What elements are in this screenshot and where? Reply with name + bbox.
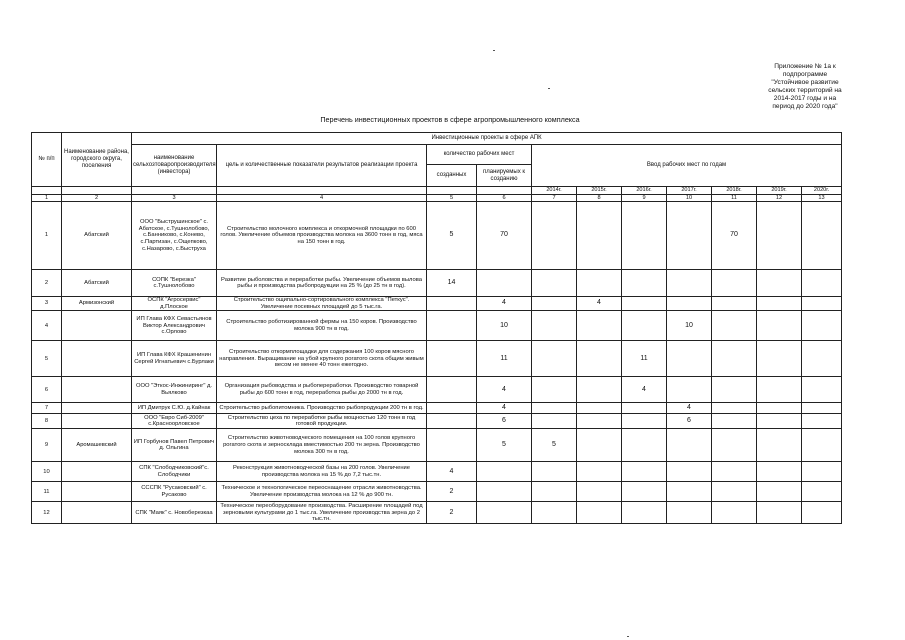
year-jobs-cell: 4 [667, 403, 712, 414]
district-cell [62, 311, 132, 341]
jobs-planned-cell [477, 482, 532, 502]
header-jobs-by-year: Ввод рабочих мест по годам [532, 145, 842, 187]
table-row [32, 311, 842, 341]
table-row [32, 377, 842, 403]
investment-projects-table [31, 132, 842, 524]
year-jobs-cell: 4 [577, 297, 622, 311]
investor-cell: СОПК "Березка" с.Тушнолобово [132, 270, 217, 297]
district-cell: Абатский [62, 270, 132, 297]
year-jobs-cell [667, 502, 712, 524]
year-jobs-cell [712, 462, 757, 482]
jobs-planned-cell: 4 [477, 377, 532, 403]
jobs-created-cell [427, 377, 477, 403]
year-jobs-cell [802, 403, 842, 414]
year-jobs-cell: 10 [667, 311, 712, 341]
year-jobs-cell [577, 341, 622, 377]
jobs-planned-cell [477, 270, 532, 297]
table-row [32, 297, 842, 311]
year-jobs-cell [622, 502, 667, 524]
district-cell: Армизонский [62, 297, 132, 311]
jobs-planned-cell: 4 [477, 403, 532, 414]
header-year: 2020г. [802, 187, 842, 195]
row-number: 11 [32, 482, 62, 502]
header-goal: цель и количественные показатели результатов реализации проекта [217, 145, 427, 187]
goal-cell: Строительство ощипально-сортировального комплекса "Петкус". Увеличение посевных площадей до 5 тыс.га. [217, 297, 427, 311]
table-body [32, 202, 842, 524]
goal-cell: Строительство цеха по переработке рыбы мощностью 120 тонн в год готовой продукции. [217, 414, 427, 429]
jobs-planned-cell [477, 502, 532, 524]
row-number: 4 [32, 311, 62, 341]
column-numbers-row [32, 194, 842, 202]
district-cell [62, 502, 132, 524]
column-number: 2 [62, 194, 132, 202]
year-jobs-cell [712, 429, 757, 462]
column-number: 12 [757, 194, 802, 202]
goal-cell: Строительство молочного комплекса и откормочной площадки по 600 голов. Увеличение объемов производства молока на 3600 тонн в год, мяса на 150 тонн в год. [217, 202, 427, 270]
year-jobs-cell [802, 202, 842, 270]
year-jobs-cell [622, 297, 667, 311]
goal-cell: Строительство роботизированной фермы на 150 коров. Производство молока 900 тн в год. [217, 311, 427, 341]
table-row [32, 502, 842, 524]
row-number: 1 [32, 202, 62, 270]
year-jobs-cell [802, 414, 842, 429]
year-jobs-cell [802, 482, 842, 502]
column-number: 8 [577, 194, 622, 202]
district-cell: Аромашевский [62, 429, 132, 462]
table-row [32, 341, 842, 377]
row-number: 10 [32, 462, 62, 482]
table-row [32, 202, 842, 270]
investor-cell: ИП Глава КФХ Севастьянов Виктор Александрович с.Орлово [132, 311, 217, 341]
year-jobs-cell [712, 482, 757, 502]
column-number: 6 [477, 194, 532, 202]
year-jobs-cell [622, 403, 667, 414]
investor-cell: ОСПК "Агросервис" д.Плоское [132, 297, 217, 311]
jobs-created-cell [427, 429, 477, 462]
year-jobs-cell [667, 482, 712, 502]
header-jobs-count: количество рабочих мест [427, 145, 532, 165]
year-jobs-cell [532, 462, 577, 482]
scan-speck [493, 50, 495, 51]
jobs-created-cell [427, 414, 477, 429]
year-jobs-cell [532, 311, 577, 341]
year-jobs-cell [532, 297, 577, 311]
investor-cell: ООО "Евро Сиб-2009" с.Красноорловское [132, 414, 217, 429]
header-year: 2015г. [577, 187, 622, 195]
column-number: 11 [712, 194, 757, 202]
row-number: 3 [32, 297, 62, 311]
column-number: 9 [622, 194, 667, 202]
row-number: 6 [32, 377, 62, 403]
header-district: Наименование района, городского округа, поселения [62, 133, 132, 187]
year-jobs-cell [667, 462, 712, 482]
jobs-created-cell [427, 311, 477, 341]
year-jobs-cell [712, 403, 757, 414]
jobs-planned-cell: 10 [477, 311, 532, 341]
jobs-planned-cell: 5 [477, 429, 532, 462]
year-jobs-cell: 11 [622, 341, 667, 377]
year-jobs-cell [622, 414, 667, 429]
goal-cell: Развитие рыболовства и переработки рыбы. Увеличение объемов вылова рыбы и производства рыбопродукции на 25 % (до 25 тн в год). [217, 270, 427, 297]
year-jobs-cell [622, 482, 667, 502]
jobs-created-cell: 2 [427, 482, 477, 502]
investor-cell: ИП Дмитрук С.Ю. д.Кайнак [132, 403, 217, 414]
year-jobs-cell [712, 311, 757, 341]
year-jobs-cell [577, 311, 622, 341]
district-cell [62, 341, 132, 377]
goal-cell: Строительство животноводческого помещения на 100 голов крупного рогатого скота и зерносклада вместимостью 200 тн зерна. Производство молока 300 тн в год. [217, 429, 427, 462]
goal-cell: Реконструкция животноводческой базы на 200 голов. Увеличение производства молока на 15 % до 7,2 тыс.тн. [217, 462, 427, 482]
year-jobs-cell: 4 [622, 377, 667, 403]
year-jobs-cell [757, 311, 802, 341]
year-jobs-cell [802, 429, 842, 462]
year-jobs-cell [667, 377, 712, 403]
year-jobs-cell [532, 202, 577, 270]
investor-cell: ИП Глава КФХ Крашенинин Сергей Игнатьевич с.Бурлаки [132, 341, 217, 377]
jobs-planned-cell: 4 [477, 297, 532, 311]
year-spacer-cell [427, 187, 477, 195]
goal-cell: Техническое переоборудование производства. Расширение площадей под зерновыми культурами до 1 тыс.га. Увеличение производства зерна до 2 тыс.тн. [217, 502, 427, 524]
jobs-created-cell [427, 341, 477, 377]
district-cell [62, 482, 132, 502]
year-spacer-cell [132, 187, 217, 195]
year-jobs-cell [577, 377, 622, 403]
jobs-planned-cell: 70 [477, 202, 532, 270]
year-jobs-cell [802, 297, 842, 311]
column-number: 1 [32, 194, 62, 202]
year-spacer-cell [217, 187, 427, 195]
year-jobs-cell: 5 [532, 429, 577, 462]
jobs-planned-cell: 6 [477, 414, 532, 429]
year-jobs-cell [757, 270, 802, 297]
year-jobs-cell [802, 341, 842, 377]
jobs-planned-cell [477, 462, 532, 482]
goal-cell: Организация рыбоводства и рыбопереработки. Производство товарной рыбы до 600 тонн в год, переработка рыбы до 2000 тн в год. [217, 377, 427, 403]
year-jobs-cell [577, 462, 622, 482]
year-jobs-cell [622, 202, 667, 270]
column-number: 13 [802, 194, 842, 202]
year-jobs-cell [667, 270, 712, 297]
year-jobs-cell [622, 462, 667, 482]
table-row [32, 414, 842, 429]
header-investor: наименование сельхозтоваропроизводителя (инвестора) [132, 145, 217, 187]
year-spacer-cell [477, 187, 532, 195]
investor-cell: СПК "Слободчиковский"с. Слободчики [132, 462, 217, 482]
year-jobs-cell: 6 [667, 414, 712, 429]
year-jobs-cell [712, 502, 757, 524]
year-jobs-cell [577, 414, 622, 429]
year-jobs-cell [667, 429, 712, 462]
year-jobs-cell [757, 341, 802, 377]
year-jobs-cell [532, 414, 577, 429]
year-jobs-cell [712, 297, 757, 311]
district-cell [62, 377, 132, 403]
header-year: 2018г. [712, 187, 757, 195]
header-year: 2019г. [757, 187, 802, 195]
jobs-created-cell: 5 [427, 202, 477, 270]
header-year: 2017г. [667, 187, 712, 195]
scan-speck [548, 88, 550, 89]
district-cell [62, 403, 132, 414]
row-number: 2 [32, 270, 62, 297]
investor-cell: СССПК "Русаковский" с. Русаково [132, 482, 217, 502]
year-jobs-cell [532, 403, 577, 414]
table-row [32, 429, 842, 462]
year-jobs-cell [532, 341, 577, 377]
table-row [32, 270, 842, 297]
header-group: Инвестиционные проекты в сфере АПК [132, 133, 842, 145]
year-jobs-cell [667, 202, 712, 270]
year-jobs-cell [757, 377, 802, 403]
year-jobs-cell: 70 [712, 202, 757, 270]
scan-speck [627, 636, 629, 637]
year-jobs-cell [712, 341, 757, 377]
year-jobs-cell [802, 462, 842, 482]
year-jobs-cell [757, 202, 802, 270]
year-jobs-cell [577, 270, 622, 297]
year-jobs-cell [757, 403, 802, 414]
jobs-created-cell: 4 [427, 462, 477, 482]
district-cell: Абатский [62, 202, 132, 270]
year-row [32, 187, 842, 195]
investor-cell: СПК "Маяк" с. Новоберезкаа [132, 502, 217, 524]
year-jobs-cell [802, 311, 842, 341]
year-jobs-cell [757, 429, 802, 462]
header-jobs-created: созданных [427, 165, 477, 187]
column-number: 7 [532, 194, 577, 202]
district-cell [62, 414, 132, 429]
jobs-planned-cell: 11 [477, 341, 532, 377]
year-jobs-cell [532, 270, 577, 297]
year-jobs-cell [802, 377, 842, 403]
year-jobs-cell [532, 502, 577, 524]
year-jobs-cell [757, 482, 802, 502]
year-jobs-cell [667, 297, 712, 311]
goal-cell: Строительство откормплощадки для содержания 100 коров мясного направления. Выращивание на убой крупного рогатого скота общим живым весом не менее 40 тонн ежегодно. [217, 341, 427, 377]
year-jobs-cell [757, 462, 802, 482]
table-row [32, 403, 842, 414]
table-row [32, 462, 842, 482]
year-jobs-cell [757, 502, 802, 524]
table-row [32, 482, 842, 502]
district-cell [62, 462, 132, 482]
year-jobs-cell [577, 202, 622, 270]
appendix-note: Приложение № 1а к подпрограмме "Устойчивое развитие сельских территорий на 2014-2017 годы и на период до 2020 года" [768, 63, 842, 110]
row-number: 12 [32, 502, 62, 524]
investor-cell: ИП Горбунов Павел Петрович д. Ольгина [132, 429, 217, 462]
row-number: 5 [32, 341, 62, 377]
year-jobs-cell [712, 377, 757, 403]
column-number: 5 [427, 194, 477, 202]
header-jobs-planned: планируемых к созданию [477, 165, 532, 187]
year-spacer-cell [32, 187, 62, 195]
jobs-created-cell: 14 [427, 270, 477, 297]
year-jobs-cell [712, 270, 757, 297]
goal-cell: Строительство рыбопитомника. Производство рыбопродукции 200 тн в год. [217, 403, 427, 414]
year-jobs-cell [577, 429, 622, 462]
year-jobs-cell [577, 482, 622, 502]
year-jobs-cell [757, 414, 802, 429]
year-jobs-cell [802, 502, 842, 524]
header-year: 2016г. [622, 187, 667, 195]
year-jobs-cell [712, 414, 757, 429]
year-jobs-cell [532, 377, 577, 403]
row-number: 7 [32, 403, 62, 414]
investor-cell: ООО "Быструшинское" с. Абатское, с.Тушнолобово, с.Банниково, с.Конево, с.Партизан, с.Ощепково, с.Назарово, с.Быструха [132, 202, 217, 270]
year-jobs-cell [622, 429, 667, 462]
row-number: 8 [32, 414, 62, 429]
goal-cell: Техническое и технологическое переоснащение отрасли животноводства. Увеличение производства молока на 12 % до 900 тн. [217, 482, 427, 502]
jobs-created-cell: 2 [427, 502, 477, 524]
year-spacer-cell [62, 187, 132, 195]
year-jobs-cell [622, 270, 667, 297]
year-jobs-cell [667, 341, 712, 377]
column-number: 3 [132, 194, 217, 202]
jobs-created-cell [427, 403, 477, 414]
jobs-created-cell [427, 297, 477, 311]
header-year: 2014г. [532, 187, 577, 195]
row-number: 9 [32, 429, 62, 462]
year-jobs-cell [532, 482, 577, 502]
document-title: Перечень инвестиционных проектов в сфере агропромышленного комплекса [320, 115, 580, 124]
year-jobs-cell [802, 270, 842, 297]
year-jobs-cell [622, 311, 667, 341]
year-jobs-cell [577, 403, 622, 414]
header-num: № п/п [32, 133, 62, 187]
year-jobs-cell [577, 502, 622, 524]
column-number: 10 [667, 194, 712, 202]
investor-cell: ООО "Эткос-Инжиниринг" д. Вьялково [132, 377, 217, 403]
column-number: 4 [217, 194, 427, 202]
year-jobs-cell [757, 297, 802, 311]
